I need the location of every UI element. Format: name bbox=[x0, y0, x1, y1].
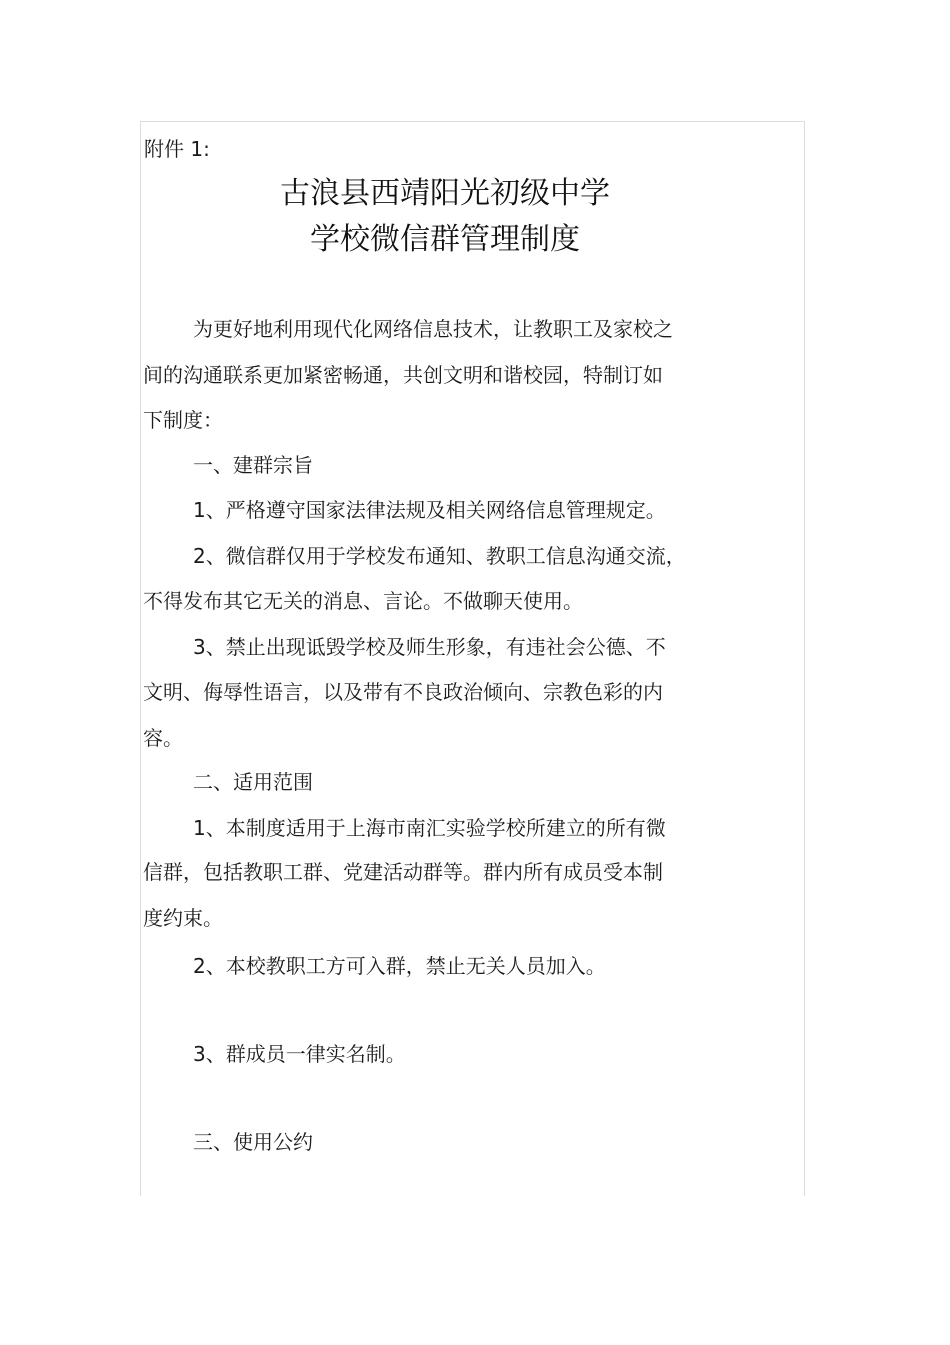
paragraph-line: 2、本校教职工方可入群，禁止无关人员加入。 bbox=[193, 954, 606, 978]
paragraph-line: 度约束。 bbox=[143, 906, 223, 930]
paragraph-line: 1、严格遵守国家法律法规及相关网络信息管理规定。 bbox=[193, 498, 666, 522]
paragraph-line: 为更好地利用现代化网络信息技术，让教职工及家校之 bbox=[193, 317, 673, 341]
section-heading: 二、适用范围 bbox=[193, 770, 313, 794]
paragraph-line: 3、群成员一律实名制。 bbox=[193, 1042, 406, 1066]
paragraph-line: 文明、侮辱性语言，以及带有不良政治倾向、宗教色彩的内 bbox=[143, 680, 663, 704]
paragraph-line: 信群，包括教职工群、党建活动群等。群内所有成员受本制 bbox=[143, 860, 663, 884]
paragraph-line: 2、微信群仅用于学校发布通知、教职工信息沟通交流， bbox=[193, 544, 686, 568]
paragraph-line: 3、禁止出现诋毁学校及师生形象，有违社会公德、不 bbox=[193, 635, 666, 659]
title-line-1: 古浪县西靖阳光初级中学 bbox=[280, 176, 610, 211]
paragraph-line: 容。 bbox=[143, 726, 183, 750]
paragraph-line: 间的沟通联系更加紧密畅通，共创文明和谐校园，特制订如 bbox=[143, 363, 663, 387]
section-heading: 三、使用公约 bbox=[193, 1130, 313, 1154]
section-heading: 一、建群宗旨 bbox=[193, 453, 313, 477]
paragraph-line: 1、本制度适用于上海市南汇实验学校所建立的所有微 bbox=[193, 816, 666, 840]
title-line-2: 学校微信群管理制度 bbox=[310, 222, 580, 257]
paragraph-line: 不得发布其它无关的消息、言论。不做聊天使用。 bbox=[143, 589, 583, 613]
paragraph-line: 下制度： bbox=[143, 408, 223, 432]
attachment-label: 附件 1: bbox=[144, 137, 210, 161]
